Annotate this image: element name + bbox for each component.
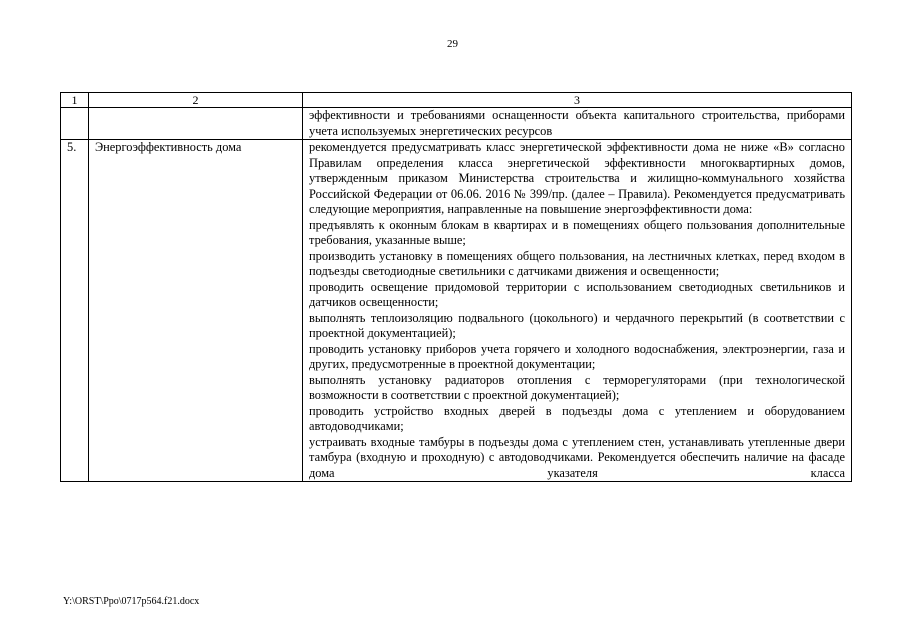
table-row-continuation (61, 108, 852, 140)
continuation-title-cell (89, 108, 303, 140)
row-number: 5. (61, 140, 89, 482)
header-col-2: 2 (89, 93, 303, 108)
page-number: 29 (447, 38, 458, 50)
table-header-row (61, 93, 852, 108)
continuation-number-cell (61, 108, 89, 140)
paragraph-7: выполнять установку радиаторов отопления с терморегуляторами (при технологической возможности в соответствии с проектной документацией); (309, 372, 845, 402)
document-file-path: Y:\ORST\Ppo\0717p564.f21.docx (63, 596, 200, 607)
paragraph-2: предъявлять к оконным блокам в квартирах и в помещениях общего пользования дополнительные требования, указанные выше; (309, 217, 845, 247)
paragraph-1: рекомендуется предусматривать класс энергетической эффективности дома не ниже «В» согласно Правилам определения класса энергетической эффективности многоквартирных домов, утвержденным приказом Министерства строительства и жилищно-коммунального хозяйства Российской Федерации от 06.06. 2016 № 399/пр. (далее – Правила). Рекомендуется предусматривать следующие мероприятия, направленные на повышение энергоэффективности дома: (309, 140, 845, 216)
header-col-3: 3 (303, 93, 852, 108)
paragraph-3: производить установку в помещениях общего пользования, на лестничных клетках, перед входом в подъезды светодиодные светильники с датчиками движения и освещенности; (309, 248, 845, 278)
requirements-table (60, 92, 852, 482)
table-row-5 (61, 140, 852, 482)
paragraph-5: выполнять теплоизоляцию подвального (цокольного) и чердачного перекрытий (в соответствии с проектной документацией); (309, 310, 845, 340)
paragraph-9: устраивать входные тамбуры в подъезды дома с утеплением стен, устанавливать утепленные двери тамбура (входную и проходную) с автодоводчиками. Рекомендуется обеспечить наличие на фасаде дома указателя класса (309, 434, 845, 480)
paragraph-4: проводить освещение придомовой территории с использованием светодиодных светильников и датчиков освещенности; (309, 279, 845, 309)
table-header (61, 93, 852, 108)
row-title: Энергоэффективность дома (89, 140, 303, 482)
header-col-1: 1 (61, 93, 89, 108)
paragraph-8: проводить устройство входных дверей в подъезды дома с утеплением и оборудованием автодоводчиками; (309, 403, 845, 433)
continuation-paragraph: эффективности и требованиями оснащенности объекта капитального строительства, приборами учета используемых энергетических ресурсов (309, 108, 845, 138)
paragraph-6: проводить установку приборов учета горячего и холодного водоснабжения, электроэнергии, газа и других, предусмотренные в проектной документации; (309, 341, 845, 371)
row-description (303, 140, 852, 482)
continuation-text-cell (303, 108, 852, 140)
